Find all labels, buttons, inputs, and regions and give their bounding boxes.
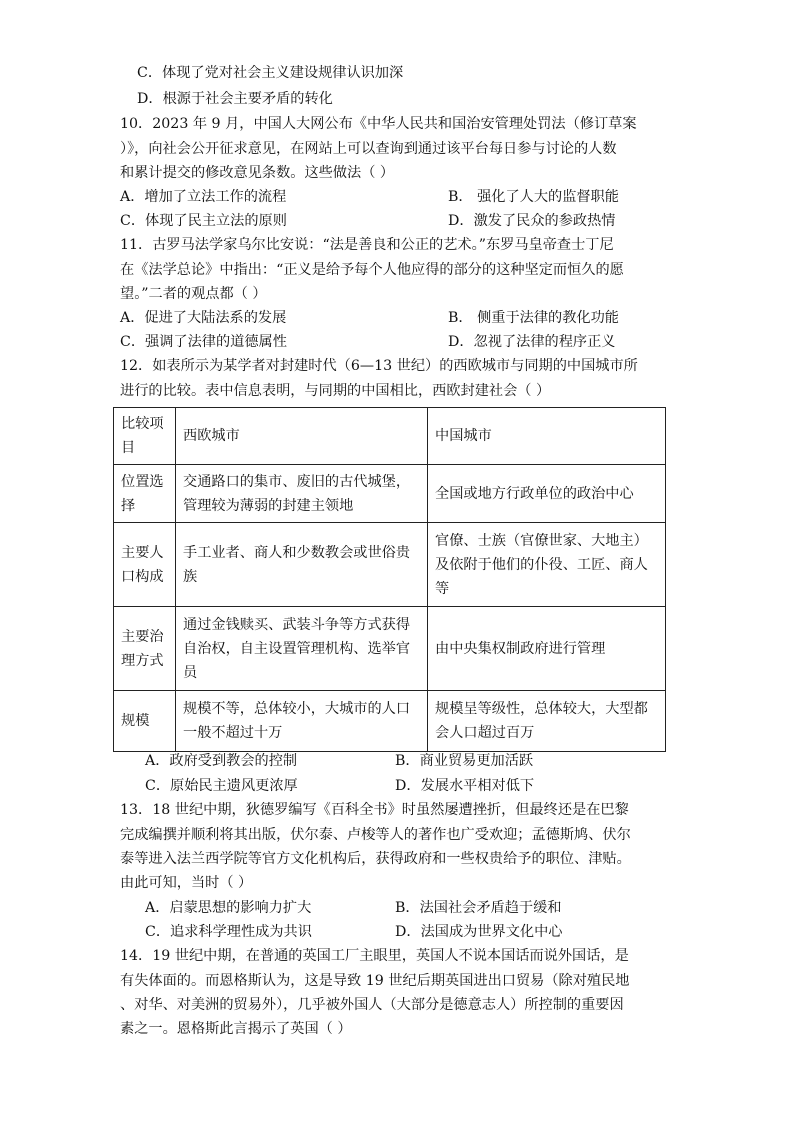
q11-option-a: A．促进了大陆法系的发展 (120, 310, 287, 326)
q13-option-d: D．法国成为世界文化中心 (395, 924, 563, 940)
q10-stem-line: 10．2023 年 9 月，中国人大网公布《中华人民共和国治安管理处罚法（修订草案 (120, 116, 637, 132)
q11-stem-line: 望。”二者的观点都（ ） (120, 286, 267, 302)
q12-option-a: A．政府受到教会的控制 (145, 753, 298, 769)
table-row (114, 607, 666, 691)
q11-option-d: D．忽视了法律的程序正义 (448, 334, 616, 350)
q12-option-b: B．商业贸易更加活跃 (395, 753, 534, 769)
q12-option-c: C．原始民主遗风更浓厚 (145, 778, 298, 794)
q11-option-c: C．强调了法律的道德属性 (120, 334, 287, 350)
table-header-cell: 比较项目 (114, 408, 176, 465)
q10-option-d: D．激发了民众的参政热情 (448, 213, 616, 229)
comparison-table (113, 407, 666, 752)
q9-option-c: C．体现了党对社会主义建设规律认识加深 (137, 65, 404, 81)
q12-option-d: D．发展水平相对低下 (395, 778, 535, 794)
q13-option-b: B．法国社会矛盾趋于缓和 (395, 900, 562, 916)
table-cell: 由中央集权制政府进行管理 (428, 607, 666, 691)
q11-option-b: B． 侧重于法律的教化功能 (448, 310, 619, 326)
table-cell: 通过金钱赎买、武装斗争等方式获得自治权，自主设置管理机构、选举官员 (176, 607, 428, 691)
q13-stem-line: 泰等进入法兰西学院等官方文化机构后，获得政府和一些权贵给予的职位、津贴。 (120, 851, 631, 867)
table-cell: 规模呈等级性，总体较大，大型都会人口超过百万 (428, 691, 666, 752)
q11-stem-line: 在《法学总论》中指出：“正义是给予每个人他应得的部分的这种坚定而恒久的愿 (120, 262, 624, 278)
table-header-cell: 西欧城市 (176, 408, 428, 465)
table-row (114, 465, 666, 523)
table-cell: 位置选择 (114, 465, 176, 523)
q13-stem-line: 由此可知，当时（ ） (120, 875, 253, 891)
table-cell: 主要治理方式 (114, 607, 176, 691)
q14-stem-line: 、对华、对美洲的贸易外），几乎被外国人（大部分是德意志人）所控制的重要因 (120, 997, 624, 1013)
q14-stem-line: 有失体面的。而恩格斯认为，这是导致 19 世纪后期英国进出口贸易（除对殖民地 (120, 973, 630, 989)
q12-stem-line: 进行的比较。表中信息表明，与同期的中国相比，西欧封建社会（ ） (120, 383, 551, 399)
table-cell: 主要人口构成 (114, 523, 176, 607)
table-header-cell: 中国城市 (428, 408, 666, 465)
q14-stem-line: 素之一。恩格斯此言揭示了英国（ ） (120, 1021, 352, 1037)
q10-stem-line: ）》，向社会公开征求意见，在网站上可以查询到通过该平台每日参与讨论的人数 (120, 141, 617, 157)
q13-option-a: A．启蒙思想的影响力扩大 (145, 900, 312, 916)
q10-option-c: C．体现了民主立法的原则 (120, 213, 287, 229)
q12-stem-line: 12．如表所示为某学者对封建时代（6—13 世纪）的西欧城市与同期的中国城市所 (120, 358, 638, 374)
table-header-row (114, 408, 666, 465)
q13-option-c: C．追求科学理性成为共识 (145, 924, 312, 940)
table-cell: 手工业者、商人和少数教会或世俗贵族 (176, 523, 428, 607)
q10-option-b: B． 强化了人大的监督职能 (448, 189, 619, 205)
table-cell: 规模不等，总体较小，大城市的人口一般不超过十万 (176, 691, 428, 752)
table-cell: 规模 (114, 691, 176, 752)
table-row (114, 691, 666, 752)
table-cell: 全国或地方行政单位的政治中心 (428, 465, 666, 523)
q9-option-d: D．根源于社会主要矛盾的转化 (137, 91, 333, 107)
table-row (114, 523, 666, 607)
table-cell: 交通路口的集市、废旧的古代城堡，管理较为薄弱的封建主领地 (176, 465, 428, 523)
q13-stem-line: 13．18 世纪中期，狄德罗编写《百科全书》时虽然屡遭挫折，但最终还是在巴黎 (120, 802, 629, 818)
q10-stem-line: 和累计提交的修改意见条数。这些做法（ ） (120, 165, 395, 181)
q10-option-a: A．增加了立法工作的流程 (120, 189, 287, 205)
q14-stem-line: 14．19 世纪中期，在普通的英国工厂主眼里，英国人不说本国话而说外国话，是 (120, 948, 629, 964)
table-cell: 官僚、士族（官僚世家、大地主）及依附于他们的仆役、工匠、商人等 (428, 523, 666, 607)
q13-stem-line: 完成编撰并顺利将其出版，伏尔泰、卢梭等人的著作也广受欢迎；孟德斯鸠、伏尔 (120, 827, 631, 843)
q11-stem-line: 11．古罗马法学家乌尔比安说：“法是善良和公正的艺术。”东罗马皇帝查士丁尼 (120, 237, 614, 253)
